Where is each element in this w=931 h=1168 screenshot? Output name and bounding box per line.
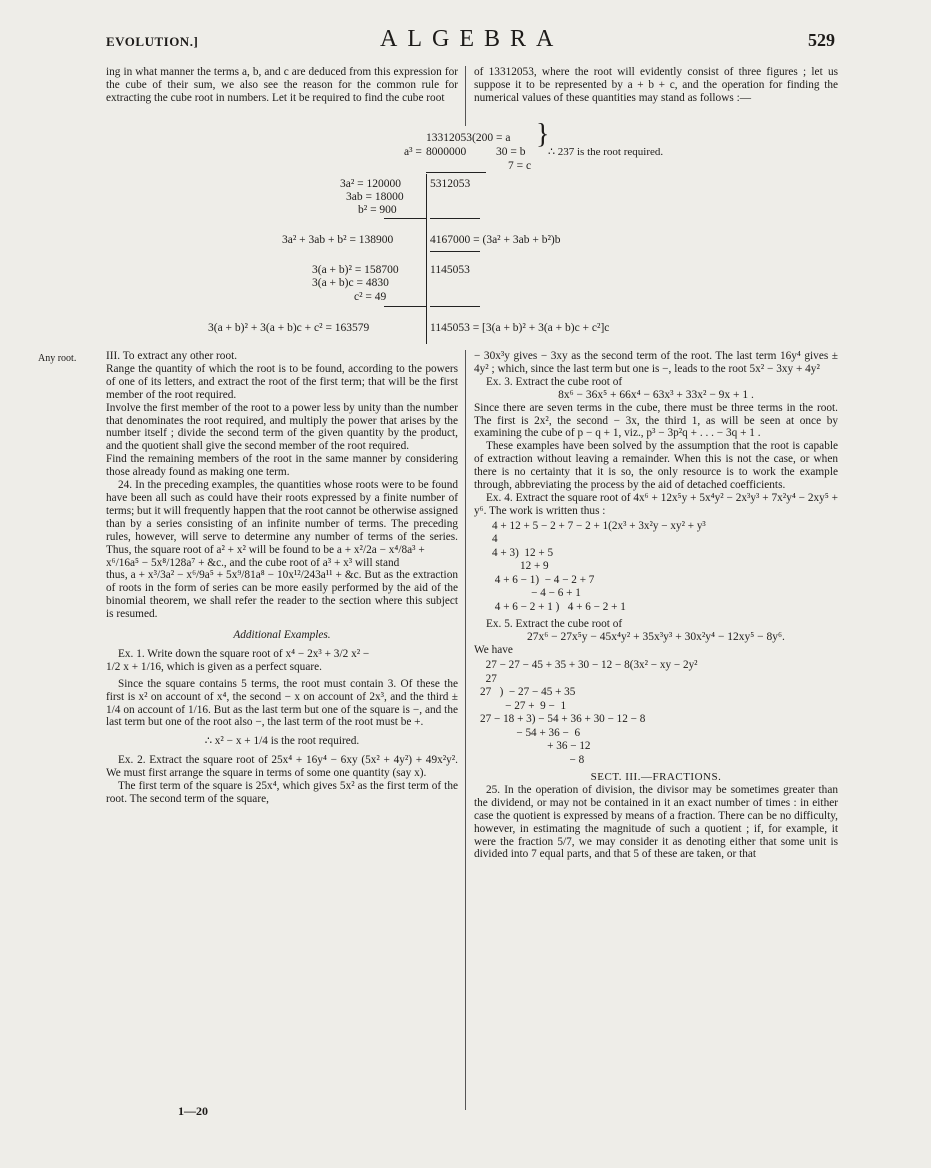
brace-icon: } [536, 119, 550, 150]
example-2: Ex. 2. Extract the square root of 25x⁴ + 16y⁴ − 6xy (5x² + 4y²) + 49x²y². We must first arrange the square in terms of some one quantity (say x). [106, 754, 458, 780]
intro-left [106, 66, 458, 105]
work-row-8-value: 1145053 = [3(a + b)² + 3(a + b)c + c²]c [430, 322, 610, 334]
work-row-1-remainder: 5312053 [430, 178, 471, 190]
intro-right [474, 66, 838, 105]
rule [430, 218, 480, 219]
example-1b: 1/2 x + 1/16, which is given as a perfect square. [106, 660, 322, 673]
para-24a: 24. In the preceding examples, the quantities whose roots were to be found have been all such as could have their roots expressed by a finite number of terms; but it will frequently happen that the root cannot be otherwise assigned than by a series consisting of an infinite number of terms. The preceding rules, however, will serve to determine any number of terms of the series. Thus, the square root of a² + x² will be found to be a + x²/2a − x⁴/8a³ + [106, 479, 458, 556]
work-row-5-label: 3(a + b)² = 158700 [312, 264, 399, 276]
work-row-1-label: 3a² = 120000 [340, 178, 402, 190]
example-4-work: 4 + 12 + 5 − 2 + 7 − 2 + 1(2x³ + 3x²y − xy² + y³ 4 4 + 3) 12 + 5 12 + 9 4 + 6 − 1) − 4 − 2 + 7 − 4 − 6 + 1 4 + 6 − 2 + 1 ) 4 + 6 − 2 + 1 [492, 519, 706, 613]
example-3-equation: 8x⁶ − 36x⁵ + 66x⁴ − 63x³ + 33x² − 9x + 1 . [558, 388, 754, 401]
cube-root-conclusion: ∴ 237 is the root required. [548, 146, 664, 158]
b-value: 30 = b [496, 146, 526, 158]
example-5: Ex. 5. Extract the cube root of [486, 618, 623, 631]
example-1-text: Since the square contains 5 terms, the root must contain 3. Of these the first is x² on account of x⁴, the second − x on account of 2x³, and the third ± 1/4 on account of 1/16. But as the last term but one of the square is −, and the last term but one of the root also −, the last term of the root must be +. [106, 677, 458, 729]
a-cubed-value: 8000000 [426, 146, 467, 158]
work-row-6-label: 3(a + b)c = 4830 [312, 277, 389, 289]
intro-right-text: of 13312053, where the root will evidently consist of three figures ; let us suppose it to be represented by a + b + c, and the operation for finding the numerical values of these quantities may stand as follows :— [474, 66, 838, 104]
right-column [474, 350, 838, 861]
intro-left-text: ing in what manner the terms a, b, and c are deduced from this expression for the cube of their sum, we also see the reason for the common rule for extracting the cube root in numbers. Let it be required to find the cube root [106, 66, 458, 104]
rule-3: Find the remaining members of the root in the same manner by considering those already found as making one term. [106, 453, 458, 479]
signature-mark: 1—20 [178, 1104, 208, 1118]
c-value: 7 = c [508, 160, 532, 172]
running-head-title: ALGEBRA [380, 26, 564, 52]
example-1: Ex. 1. Write down the square root of x⁴ − 2x³ + 3/2 x² − [118, 647, 370, 660]
left-column [106, 350, 458, 806]
right-continuation: − 30x³y gives − 3xy as the second term of the root. The last term 16y⁴ gives ± 4y² ; which, since the last term but one is −, leads to the root 5x² − 3xy + 4y² [474, 350, 838, 375]
section-heading: SECT. III.—FRACTIONS. [590, 771, 722, 783]
work-row-4-label: 3a² + 3ab + b² = 138900 [282, 234, 394, 246]
page-number: 529 [808, 30, 835, 50]
rule [426, 172, 486, 173]
example-5-have: We have [474, 644, 513, 657]
example-3: Ex. 3. Extract the cube root of [486, 375, 623, 388]
rule [384, 218, 426, 219]
para-24c: thus, a + x³/3a² − x⁶/9a⁵ + 5x⁹/81a⁸ − 10x¹²/243a¹¹ + &c. But as the extraction of roots in the form of series can be more easily performed by the aid of the binomial theorem, we shall refer the reader to the section where this subject is resumed. [106, 569, 458, 621]
rule-1: Range the quantity of which the root is to be found, according to the powers of one of its letters, and extract the root of the first term; that will be the first member of the root required. [106, 362, 458, 401]
example-3-text: Since there are seven terms in the cube, there must be three terms in the root. The first is 2x², the second − 3x, the third 1, as will be seen at once by examining the cube of p − q + 1, viz., p³ − 3p²q + . . . − 3q + 1 . [474, 401, 838, 440]
example-2-text: The first term of the square is 25x⁴, which gives 5x² as the first term of the root. The second term of the square, [106, 780, 458, 805]
intro-divider [465, 66, 466, 126]
rule [430, 251, 480, 252]
examples-note: These examples have been solved by the assumption that the root is capable of extraction without leaving a remainder. When this is not the case, or when there is no certainty that it is so, the only resource is to work the example through, abbreviating the process by the aid of detached coefficients. [474, 440, 838, 492]
work-row-3-label: b² = 900 [358, 204, 397, 216]
cube-number: 13312053(200 = a [426, 132, 511, 144]
rule [430, 306, 480, 307]
running-head-section: EVOLUTION.] [106, 34, 199, 49]
work-row-4-value: 4167000 = (3a² + 3ab + b²)b [430, 234, 561, 246]
rule-heading: III. To extract any other root. [106, 350, 238, 362]
work-row-2-label: 3ab = 18000 [346, 191, 404, 203]
work-vertical-rule [426, 174, 427, 344]
additional-examples-heading: Additional Examples. [233, 629, 331, 642]
column-divider [465, 350, 466, 1110]
example-5-work: 27 − 27 − 45 + 35 + 30 − 12 − 8(3x² − xy − 2y² 27 27 ) − 27 − 45 + 35 − 27 + 9 − 1 27 − 18 + 3) − 54 + 36 + 30 − 12 − 8 − 54 + 36 − 6 + 36 − 12 − 8 [480, 659, 698, 766]
rule [384, 306, 426, 307]
rule-2: Involve the first member of the root to a power less by unity than the number that denominates the root required, and multiply the power that arises by the number itself ; divide the second term of the given quantity by the product, and the quotient shall give the second member of the root required. [106, 401, 458, 453]
work-row-8-label: 3(a + b)² + 3(a + b)c + c² = 163579 [208, 322, 370, 334]
para-24b: x⁶/16a⁵ − 5x⁸/128a⁷ + &c., and the cube root of a³ + x³ will stand [106, 556, 400, 569]
a-cubed-label: a³ = [404, 146, 422, 158]
margin-note: Any root. [38, 353, 77, 364]
example-4: Ex. 4. Extract the square root of 4x⁶ + 12x⁵y + 5x⁴y² − 2x³y³ + 7x²y⁴ − 2xy⁵ + y⁶. The work is written thus : [474, 491, 838, 517]
work-row-7-label: c² = 49 [354, 291, 387, 303]
example-1-result: ∴ x² − x + 1/4 is the root required. [204, 735, 360, 748]
para-25: 25. In the operation of division, the divisor may be sometimes greater than the dividend, or may not be contained in it an exact number of times : in either case the quotient is expressed by means of a fraction. There can be no difficulty, however, in estimating the magnitude of such a quotient ; if, for example, it were the fraction 5/7, we may consider it as denoting either that some unit is divided into 7 equal parts, and that 5 of these are taken, or that [474, 783, 838, 861]
work-row-5-remainder: 1145053 [430, 264, 470, 276]
example-5-equation: 27x⁶ − 27x⁵y − 45x⁴y² + 35x³y³ + 30x²y⁴ − 12xy⁵ − 8y⁶. [527, 631, 785, 644]
